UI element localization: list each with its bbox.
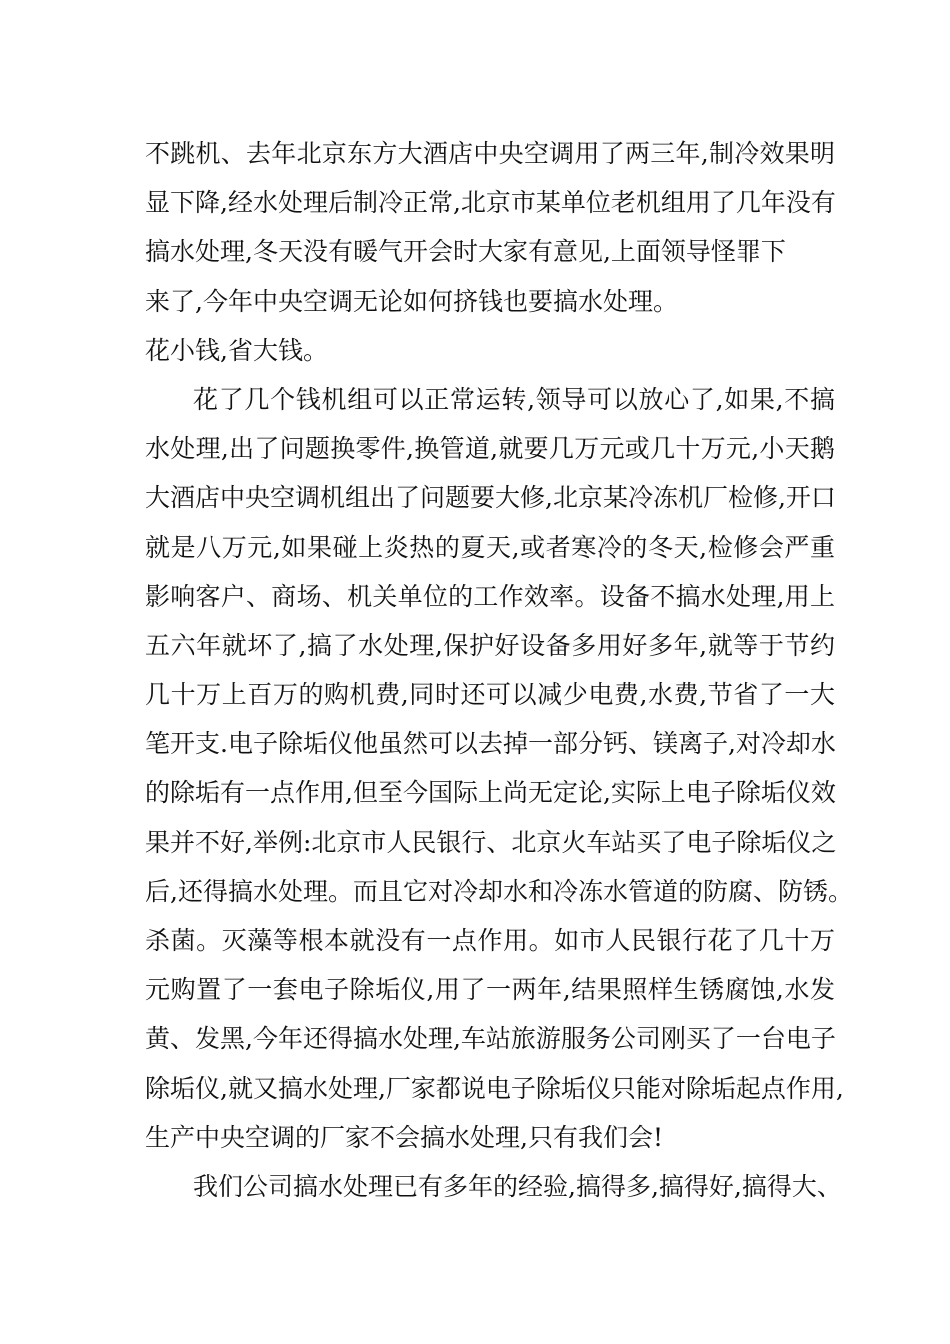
- text-line: 影响客户、商场、机关单位的工作效率。设备不搞水处理,用上: [145, 581, 835, 611]
- text-line: 后,还得搞水处理。而且它对冷却水和冷冻水管道的防腐、防锈。: [145, 876, 853, 906]
- text-line: 就是八万元,如果碰上炎热的夏天,或者寒冷的冬天,检修会严重: [145, 532, 835, 562]
- text-line: 除垢仪,就又搞水处理,厂家都说电子除垢仪只能对除垢起点作用,: [145, 1073, 844, 1103]
- text-line: 杀菌。灭藻等根本就没有一点作用。如市人民银行花了几十万: [145, 926, 835, 955]
- text-line: 几十万上百万的购机费,同时还可以减少电费,水费,节省了一大: [145, 680, 835, 710]
- text-line: 搞水处理,冬天没有暖气开会时大家有意见,上面领导怪罪下: [145, 237, 786, 267]
- document-body: [145, 129, 853, 1211]
- text-line: 花了几个钱机组可以正常运转,领导可以放心了,如果,不搞: [193, 384, 835, 414]
- text-line: 果并不好,举例:北京市人民银行、北京火车站买了电子除垢仪之: [145, 827, 837, 857]
- text-line: 不跳机、去年北京东方大酒店中央空调用了两三年,制冷效果明: [145, 139, 835, 168]
- text-line: 来了,今年中央空调无论如何挤钱也要搞水处理。: [145, 286, 678, 316]
- text-line: 显下降,经水处理后制冷正常,北京市某单位老机组用了几年没有: [145, 188, 836, 218]
- text-line: 元购置了一套电子除垢仪,用了一两年,结果照样生锈腐蚀,水发: [145, 975, 835, 1005]
- text-line: 五六年就坏了,搞了水处理,保护好设备多用好多年,就等于节约: [145, 630, 835, 660]
- text-line: 大酒店中央空调机组出了问题要大修,北京某冷冻机厂检修,开口: [145, 483, 836, 513]
- text-line: 的除垢有一点作用,但至今国际上尚无定论,实际上电子除垢仪效: [145, 778, 836, 808]
- text-line: 黄、发黑,今年还得搞水处理,车站旅游服务公司刚买了一台电子: [145, 1024, 836, 1054]
- text-line: 花小钱,省大钱。: [145, 335, 328, 365]
- text-line: 笔开支.电子除垢仪他虽然可以去掉一部分钙、镁离子,对冷却水: [145, 729, 836, 759]
- text-line: 水处理,出了问题换零件,换管道,就要几万元或几十万元,小天鹅: [145, 434, 835, 464]
- text-line: 我们公司搞水处理已有多年的经验,搞得多,搞得好,搞得大、: [193, 1171, 842, 1201]
- text-line: 生产中央空调的厂家不会搞水处理,只有我们会!: [145, 1122, 663, 1152]
